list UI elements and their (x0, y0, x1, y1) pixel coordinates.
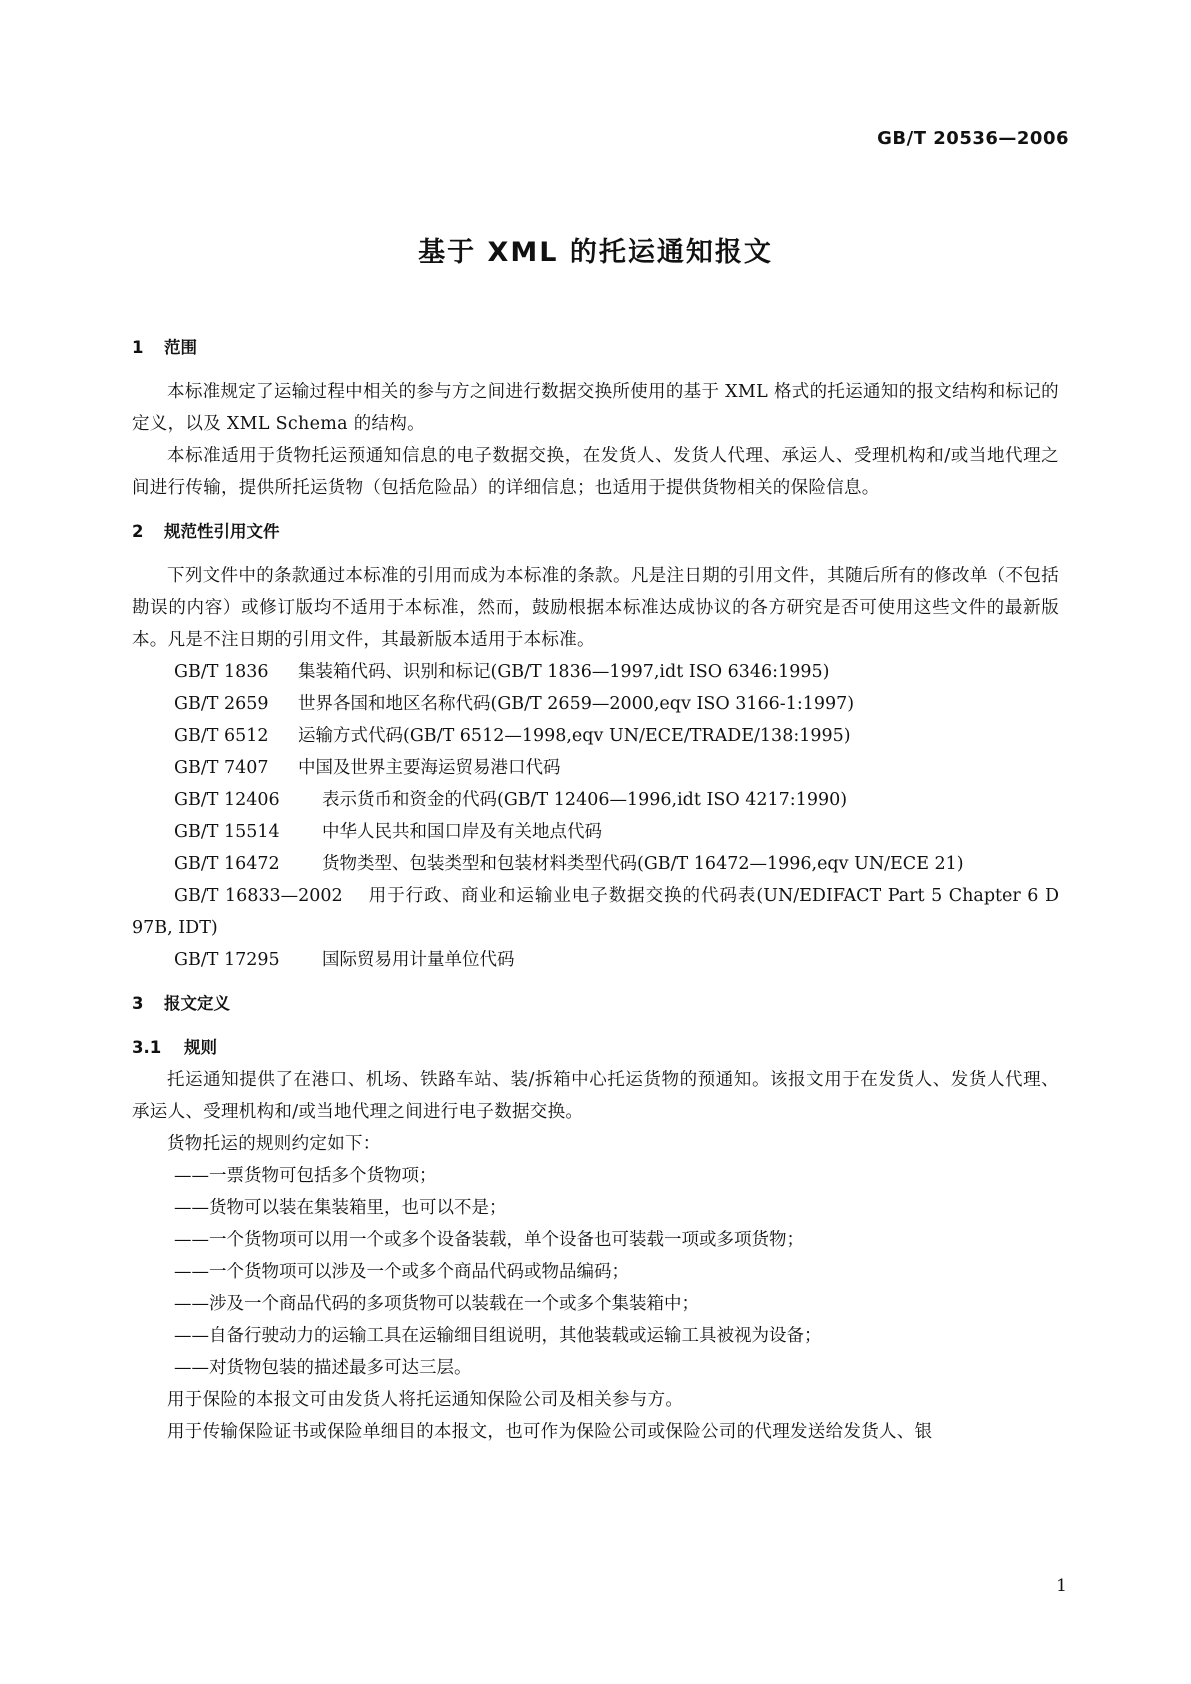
reference-title: 运输方式代码(GB/T 6512—1998,eqv UN/ECE/TRADE/138:1995) (298, 726, 851, 746)
section-1-title: 范围 (164, 338, 197, 357)
section-3-1-paragraph: 用于传输保险证书或保险单细目的本报文，也可作为保险公司或保险公司的代理发送给发货人、银 (167, 1422, 933, 1442)
section-3-1-heading (132, 1032, 1059, 1064)
document-title: 基于 XML 的托运通知报文 (418, 237, 773, 268)
section-3-title: 报文定义 (164, 994, 230, 1013)
reference-code: GB/T 15514 (174, 822, 280, 842)
reference-code: GB/T 12406 (174, 790, 280, 810)
reference-code: GB/T 17295 (174, 950, 280, 970)
reference-title: 集装箱代码、识别和标记(GB/T 1836—1997,idt ISO 6346:1995) (298, 662, 830, 682)
standard-number: GB/T 20536—2006 (877, 128, 1069, 149)
rule-item: ——对货物包装的描述最多可达三层。 (174, 1358, 472, 1378)
section-3-1-title: 规则 (184, 1038, 217, 1057)
rule-item: ——货物可以装在集装箱里，也可以不是； (174, 1198, 507, 1218)
reference-item (132, 784, 1059, 816)
reference-title: 表示货币和资金的代码(GB/T 12406—1996,idt ISO 4217:1990) (322, 790, 848, 810)
reference-title: 用于行政、商业和运输业电子数据交换的代码表(UN/EDIFACT Part 5 Chapter 6 D 97B, IDT) (132, 886, 1059, 938)
reference-code: GB/T 1836 (174, 662, 269, 682)
section-1-heading (132, 332, 1059, 364)
section-2-intro: 下列文件中的条款通过本标准的引用而成为本标准的条款。凡是注日期的引用文件，其随后所有的修改单（不包括勘误的内容）或修订版均不适用于本标准，然而，鼓励根据本标准达成协议的各方研究是否可使用这些文件的最新版本。凡是不注日期的引用文件，其最新版本适用于本标准。 (132, 566, 1059, 650)
section-1-paragraph: 本标准适用于货物托运预通知信息的电子数据交换，在发货人、发货人代理、承运人、受理机构和/或当地代理之间进行传输，提供所托运货物（包括危险品）的详细信息；也适用于提供货物相关的保险信息。 (132, 446, 1059, 498)
reference-code: GB/T 6512 (174, 726, 269, 746)
section-3-1-paragraph: 托运通知提供了在港口、机场、铁路车站、装/拆箱中心托运货物的预通知。该报文用于在发货人、发货人代理、承运人、受理机构和/或当地代理之间进行电子数据交换。 (132, 1070, 1059, 1122)
reference-title: 世界各国和地区名称代码(GB/T 2659—2000,eqv ISO 3166-1:1997) (298, 694, 855, 714)
reference-item (132, 720, 1059, 752)
reference-item (132, 848, 1059, 880)
page-number: 1 (1056, 1576, 1067, 1596)
reference-title: 中国及世界主要海运贸易港口代码 (298, 758, 561, 778)
reference-code: GB/T 16833—2002 (174, 886, 343, 906)
reference-title: 中华人民共和国口岸及有关地点代码 (322, 822, 602, 842)
reference-item-long (132, 880, 1059, 944)
reference-title: 国际贸易用计量单位代码 (322, 950, 515, 970)
reference-item (132, 688, 1059, 720)
reference-code: GB/T 16472 (174, 854, 280, 874)
reference-code: GB/T 2659 (174, 694, 269, 714)
reference-item (132, 752, 1059, 784)
reference-item (132, 944, 1059, 976)
rule-item: ——一个货物项可以涉及一个或多个商品代码或物品编码； (174, 1262, 629, 1282)
reference-code: GB/T 7407 (174, 758, 269, 778)
rule-item: ——一票货物可包括多个货物项； (174, 1166, 437, 1186)
section-3-number: 3 (132, 994, 144, 1013)
reference-title: 货物类型、包装类型和包装材料类型代码(GB/T 16472—1996,eqv UN/ECE 21) (322, 854, 964, 874)
section-2-number: 2 (132, 522, 144, 541)
document-body (132, 332, 1059, 1448)
section-1-paragraph: 本标准规定了运输过程中相关的参与方之间进行数据交换所使用的基于 XML 格式的托运通知的报文结构和标记的定义，以及 XML Schema 的结构。 (132, 382, 1059, 434)
section-3-1-number: 3.1 (132, 1038, 162, 1057)
rules-intro: 货物托运的规则约定如下： (167, 1134, 381, 1154)
rule-item: ——一个货物项可以用一个或多个设备装载，单个设备也可装载一项或多项货物； (174, 1230, 804, 1250)
section-2-title: 规范性引用文件 (164, 522, 280, 541)
section-2-heading (132, 516, 1059, 548)
rule-item: ——涉及一个商品代码的多项货物可以装载在一个或多个集装箱中； (174, 1294, 699, 1314)
reference-item (132, 656, 1059, 688)
reference-item (132, 816, 1059, 848)
section-1-number: 1 (132, 338, 144, 357)
rule-item: ——自备行驶动力的运输工具在运输细目组说明，其他装载或运输工具被视为设备； (174, 1326, 822, 1346)
section-3-heading (132, 988, 1059, 1020)
section-3-1-paragraph: 用于保险的本报文可由发货人将托运通知保险公司及相关参与方。 (167, 1390, 684, 1410)
